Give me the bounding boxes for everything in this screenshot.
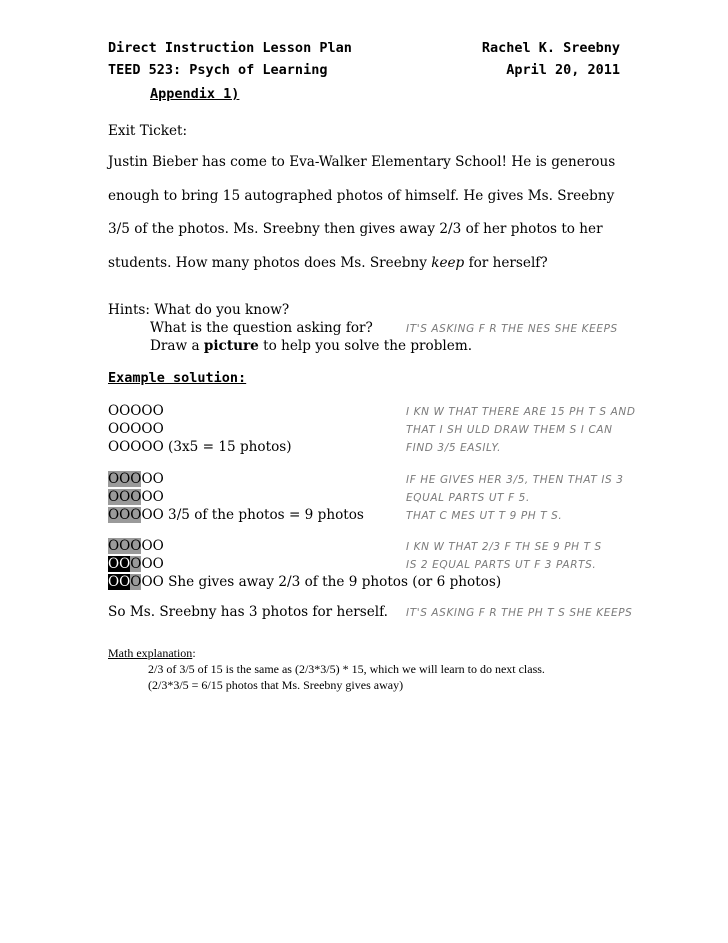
problem-line-2: enough to bring 15 autographed photos of himself. He gives Ms. Sreebny (108, 188, 615, 204)
dots-row-3-3 (108, 574, 501, 590)
dots-row-3-1 (108, 538, 164, 554)
note-1-2: THAT I SH ULD DRAW THEM S I CAN (406, 424, 613, 436)
example-solution-title: Example solution: (108, 370, 247, 386)
conclusion-note: IT'S ASKING F R THE PH T S SHE KEEPS (406, 607, 633, 619)
dots-row-1-2: OOOOO (108, 421, 164, 437)
math-explanation-label: Math explanation (108, 646, 193, 660)
math-explanation-colon: : (192, 646, 196, 660)
dots-row-2-2 (108, 489, 164, 505)
hints-line-1: Hints: What do you know? (108, 302, 290, 318)
keep-emphasis: keep (431, 255, 465, 271)
note-2-3: THAT C MES UT T 9 PH T S. (406, 510, 563, 522)
hint-note-question: IT'S ASKING F R THE NES SHE KEEPS (406, 323, 618, 335)
conclusion-text: So Ms. Sreebny has 3 photos for herself. (108, 604, 388, 620)
dots-row-1-1: OOOOO (108, 403, 164, 419)
plain-dots-with-text: OO She gives away 2/3 of the 9 photos (or 6 photos) (141, 574, 502, 590)
header-date: April 20, 2011 (506, 62, 620, 78)
header-course-title: Direct Instruction Lesson Plan (108, 40, 352, 56)
dots-row-3-2 (108, 556, 164, 572)
exit-ticket-title: Exit Ticket: (108, 123, 188, 139)
highlighted-dots: OOO (108, 471, 142, 487)
picture-emphasis: picture (203, 338, 259, 354)
highlighted-dots: OOO (108, 538, 142, 554)
header-author: Rachel K. Sreebny (481, 40, 620, 56)
hints-line-3 (150, 338, 472, 354)
hints-line-3-start: Draw a (150, 338, 204, 354)
highlighted-dots: OOO (108, 489, 142, 505)
highlighted-dots: OOO (108, 507, 142, 523)
note-2-2: EQUAL PARTS UT F 5. (406, 492, 530, 504)
dots-row-2-1 (108, 471, 164, 487)
note-3-2: IS 2 EQUAL PARTS UT F 3 PARTS. (406, 559, 597, 571)
note-1-3: FIND 3/5 EASILY. (406, 442, 502, 454)
problem-line-4-end: for herself? (464, 255, 548, 271)
problem-line-4-start: students. How many photos does Ms. Sreebny (108, 255, 432, 271)
note-1-1: I KN W THAT THERE ARE 15 PH T S AND (406, 406, 636, 418)
plain-dots: OO (141, 471, 164, 487)
plain-dots: OO (141, 489, 164, 505)
appendix-text: Appendix 1) (150, 86, 240, 102)
problem-line-4 (108, 255, 548, 271)
plain-dots: OO (141, 556, 164, 572)
problem-line-3: 3/5 of the photos. Ms. Sreebny then gives away 2/3 of her photos to her (108, 221, 603, 237)
plain-dots-with-text: OO 3/5 of the photos = 9 photos (141, 507, 364, 523)
hints-line-2: What is the question asking for? (150, 320, 373, 336)
given-away-dots: OO (108, 574, 131, 590)
math-explanation-line-1: 2/3 of 3/5 of 15 is the same as (2/3*3/5) * 15, which we will learn to do next class. (148, 662, 545, 676)
hints-line-3-end: to help you solve the problem. (258, 338, 473, 354)
dots-row-2-3 (108, 507, 364, 523)
given-away-dots: OO (108, 556, 131, 572)
plain-dots: OO (141, 538, 164, 554)
dots-row-1-3: OOOOO (3x5 = 15 photos) (108, 439, 292, 455)
note-2-1: IF HE GIVES HER 3/5, THEN THAT IS 3 (406, 474, 624, 486)
math-explanation-line-2: (2/3*3/5 = 6/15 photos that Ms. Sreebny gives away) (148, 678, 404, 692)
appendix-label (150, 86, 239, 102)
header-course-code: TEED 523: Psych of Learning (108, 62, 328, 78)
note-3-1: I KN W THAT 2/3 F TH SE 9 PH T S (406, 541, 602, 553)
highlighted-dots: O (130, 574, 142, 590)
highlighted-dots: O (130, 556, 142, 572)
problem-line-1: Justin Bieber has come to Eva-Walker Elementary School! He is generous (108, 154, 616, 170)
math-explanation-title (108, 646, 196, 661)
